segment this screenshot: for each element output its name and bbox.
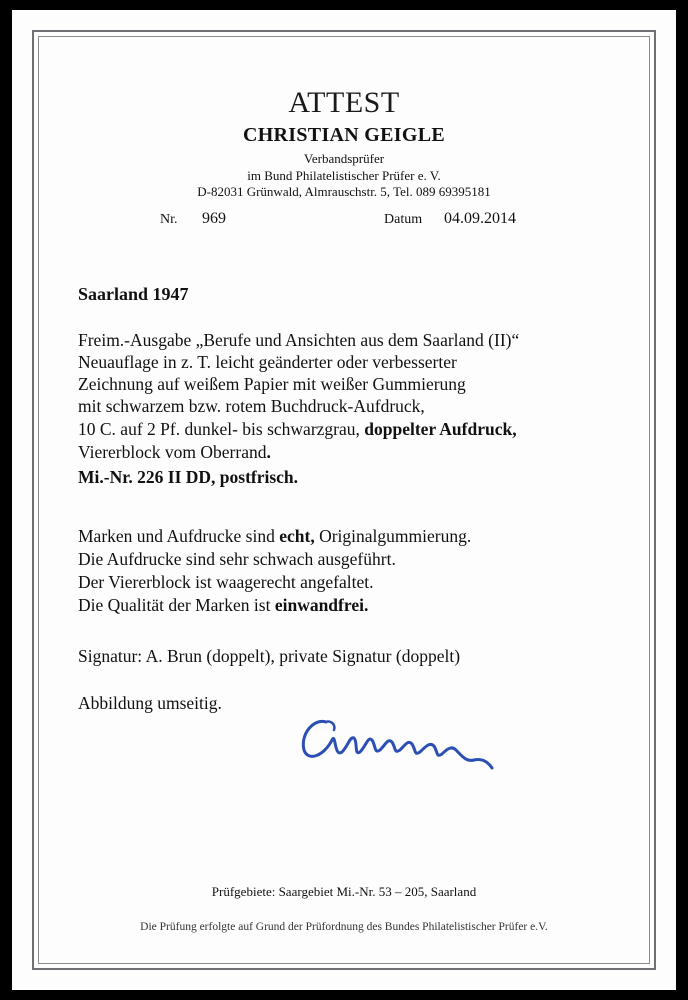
description-line: Freim.-Ausgabe „Berufe und Ansichten aus dem Saarland (II)“	[78, 330, 520, 350]
finding-text: Die Qualität der Marken ist	[78, 595, 275, 615]
handwritten-signature	[296, 700, 506, 780]
finding-line: Die Aufdrucke sind sehr schwach ausgeführt.	[78, 549, 396, 569]
description-line	[78, 441, 271, 463]
datum-label: Datum	[384, 212, 423, 227]
finding-text: Originalgummierung.	[314, 526, 472, 546]
finding-line: Der Viererblock ist waagerecht angefaltet.	[78, 572, 374, 592]
signatur-line: Signatur: A. Brun (doppelt), private Signatur (doppelt)	[78, 646, 461, 666]
description-text: Viererblock vom Oberrand	[78, 442, 267, 462]
examiner-role: Verbandsprüfer	[303, 151, 385, 166]
abbildung-line: Abbildung umseitig.	[78, 693, 222, 713]
finding-emphasis: einwandfrei.	[274, 595, 369, 615]
examiner-address: D-82031 Grünwald, Almrauschstr. 5, Tel. 089 69395181	[197, 184, 491, 199]
datum-value: 04.09.2014	[444, 210, 516, 227]
pruefordnung-note: Die Prüfung erfolgte auf Grund der Prüfordnung des Bundes Philatelistischer Prüfer e.V.	[140, 921, 548, 933]
description-emphasis: .	[266, 442, 271, 462]
description-line	[78, 418, 517, 440]
finding-line	[78, 594, 368, 616]
nr-value: 969	[202, 210, 226, 227]
attest-title: ATTEST	[288, 86, 400, 119]
description-text: 10 C. auf 2 Pf. dunkel- bis schwarzgrau,	[78, 419, 365, 439]
catalog-number: Mi.-Nr. 226 II DD, postfrisch.	[78, 467, 299, 487]
description-line: Neuauflage in z. T. leicht geänderter oder verbesserter	[78, 352, 457, 372]
examiner-name: CHRISTIAN GEIGLE	[242, 124, 446, 146]
section-title: Saarland 1947	[78, 284, 189, 304]
examiner-association: im Bund Philatelistischer Prüfer e. V.	[247, 168, 441, 183]
description-line: mit schwarzem bzw. rotem Buchdruck-Aufdruck,	[78, 396, 425, 416]
finding-text: Marken und Aufdrucke sind	[78, 526, 280, 546]
nr-label: Nr.	[160, 212, 178, 227]
description-emphasis: doppelter Aufdruck,	[364, 419, 517, 439]
description-line: Zeichnung auf weißem Papier mit weißer Gummierung	[78, 374, 466, 394]
finding-emphasis: echt,	[279, 526, 315, 546]
pruefgebiete: Prüfgebiete: Saargebiet Mi.-Nr. 53 – 205, Saarland	[211, 884, 477, 899]
finding-line	[78, 525, 471, 547]
